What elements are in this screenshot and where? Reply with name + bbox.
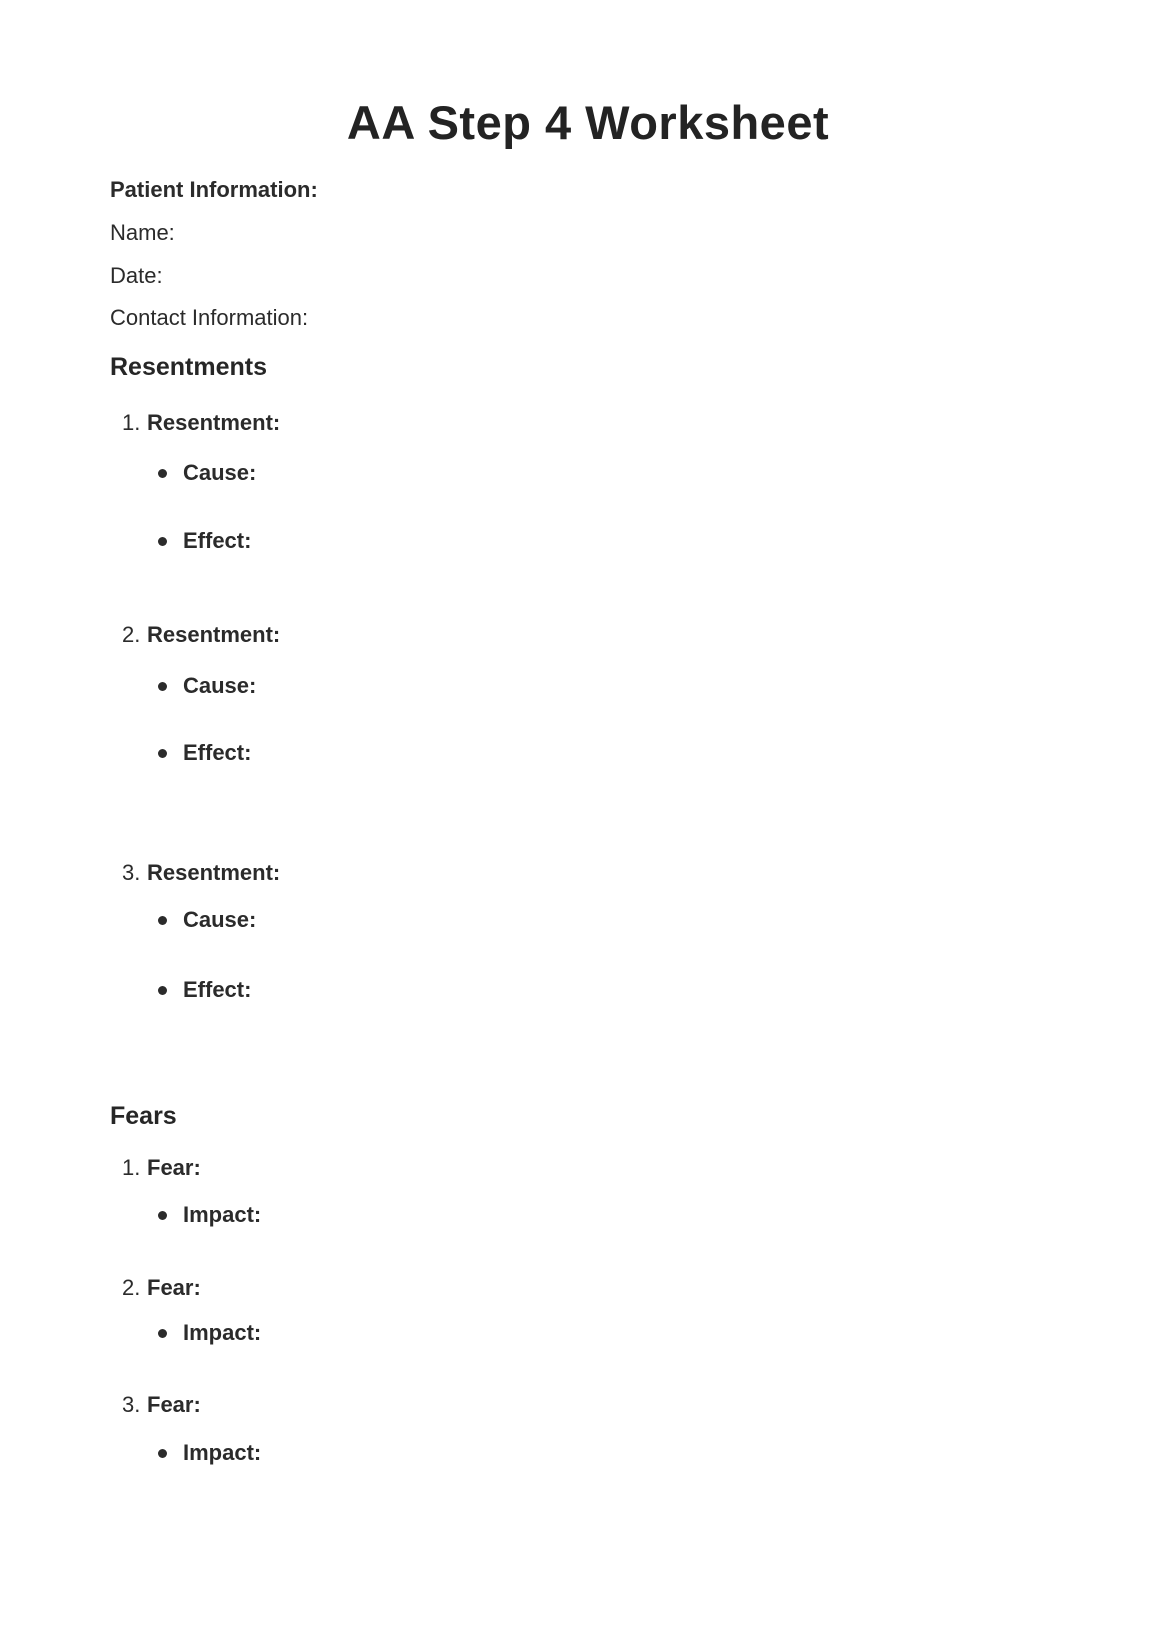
bullet-icon [158,986,167,995]
bullet-item-impact-3 [158,1440,1176,1466]
page-title: AA Step 4 Worksheet [346,96,830,149]
patient-field-date: Date: [110,263,163,288]
bullet-label: Effect: [183,977,252,1002]
item-number: 1. [122,1155,141,1180]
patient-field-name: Name: [110,220,175,245]
bullet-label: Cause: [183,907,257,932]
patient-field-contact: Contact Information: [110,305,309,330]
patient-info-heading: Patient Information: [110,177,318,202]
bullet-icon [158,469,167,478]
list-item-fear-2 [122,1275,1176,1301]
section-heading-resentments: Resentments [110,353,267,381]
list-item-fear-1 [122,1155,1176,1181]
bullet-label: Effect: [183,740,252,765]
bullet-item-cause-1 [158,460,1176,486]
bullet-item-cause-3 [158,907,1176,933]
bullet-label: Impact: [183,1440,262,1465]
section-heading-fears: Fears [110,1102,177,1130]
bullet-item-impact-1 [158,1202,1176,1228]
bullet-label: Cause: [183,673,257,698]
bullet-icon [158,1329,167,1338]
bullet-item-impact-2 [158,1320,1176,1346]
bullet-icon [158,1449,167,1458]
item-number: 2. [122,1275,141,1300]
item-number: 3. [122,860,141,885]
item-number: 2. [122,622,141,647]
item-label: Fear: [147,1155,201,1180]
bullet-icon [158,749,167,758]
bullet-item-cause-2 [158,673,1176,699]
list-item-resentment-3 [122,860,1176,886]
bullet-icon [158,682,167,691]
list-item-resentment-2 [122,622,1176,648]
list-item-fear-3 [122,1392,1176,1418]
bullet-item-effect-3 [158,977,1176,1003]
bullet-icon [158,1211,167,1220]
bullet-label: Cause: [183,460,257,485]
bullet-item-effect-2 [158,740,1176,766]
item-label: Resentment: [147,410,281,435]
item-label: Fear: [147,1392,201,1417]
item-label: Fear: [147,1275,201,1300]
item-label: Resentment: [147,622,281,647]
bullet-icon [158,537,167,546]
bullet-label: Impact: [183,1320,262,1345]
item-number: 1. [122,410,141,435]
item-label: Resentment: [147,860,281,885]
bullet-label: Impact: [183,1202,262,1227]
bullet-label: Effect: [183,528,252,553]
bullet-item-effect-1 [158,528,1176,554]
list-item-resentment-1 [122,410,1176,436]
item-number: 3. [122,1392,141,1417]
bullet-icon [158,916,167,925]
